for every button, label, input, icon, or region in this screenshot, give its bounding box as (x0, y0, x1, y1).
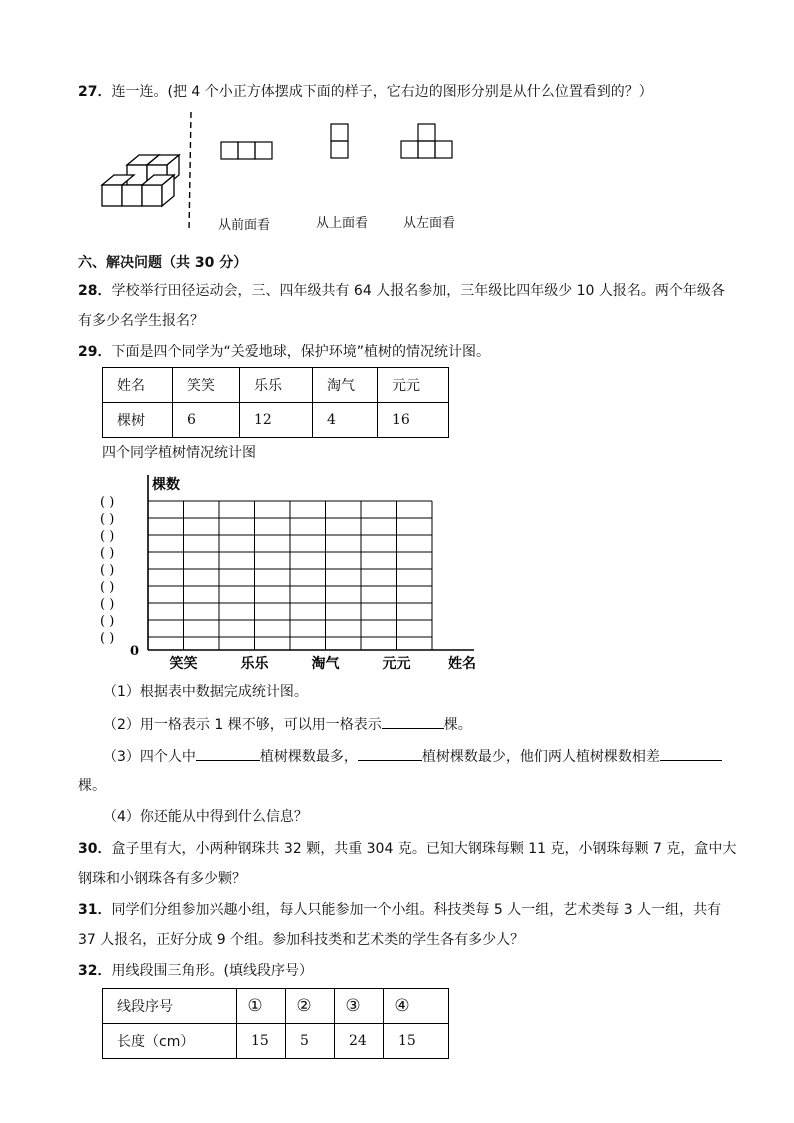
table-row (103, 368, 449, 403)
left-view-shape (401, 124, 452, 158)
q29-sub1: （1）根据表中数据完成统计图。 (103, 684, 308, 700)
y-tick-label: ( ) (100, 512, 115, 527)
q32-text (78, 961, 313, 981)
table-cell: 元元 (378, 368, 449, 403)
q29-table (102, 367, 449, 438)
section-title: 六、解决问题（共 30 分） (78, 255, 248, 271)
segment-id: ③ (345, 995, 361, 1016)
answer-blank[interactable] (382, 714, 444, 729)
table-row (103, 1024, 449, 1059)
segment-id: ② (296, 995, 312, 1016)
y-tick-label: ( ) (100, 631, 115, 646)
table-row (103, 403, 449, 438)
y-tick-label: ( ) (100, 546, 115, 561)
table-header-cell: 线段序号 (103, 989, 237, 1024)
q31-line1 (78, 900, 721, 920)
table-cell: 12 (240, 403, 313, 438)
table-cell: 淘气 (313, 368, 378, 403)
cube-stack-image (102, 155, 179, 206)
q29-sub2-unit: 棵。 (443, 717, 472, 733)
q29-sub3 (103, 746, 722, 767)
table-header-cell: 长度（cm） (103, 1024, 237, 1059)
q28-number: 28． (78, 283, 112, 299)
y-tick-label: ( ) (100, 580, 115, 595)
q29-sub2 (103, 714, 472, 735)
q29-number: 29． (78, 344, 112, 360)
x-category-label: 淘气 (311, 656, 340, 672)
x-axis-label: 姓名 (448, 656, 476, 672)
q29-body: 下面是四个同学为“关爱地球，保护环境”植树的情况统计图。 (111, 344, 490, 360)
table-cell: 15 (237, 1024, 286, 1059)
q28-line2: 有多少名学生报名？ (78, 313, 204, 329)
table-cell (335, 989, 384, 1024)
x-category-label: 乐乐 (240, 656, 269, 672)
label-front-view: 从前面看 (218, 218, 271, 233)
q31-number: 31． (78, 902, 112, 918)
answer-blank[interactable] (358, 746, 422, 761)
y-tick-label: ( ) (100, 495, 115, 510)
q29-sub3-text-c: 植树棵数最少，他们两人植树棵数相差 (421, 749, 660, 765)
q27-number: 27． (78, 84, 112, 100)
q30-line2: 钢珠和小钢珠各有多少颗？ (78, 871, 246, 887)
dashed-divider (189, 112, 191, 232)
y-tick-label: ( ) (100, 529, 115, 544)
front-view-shape (221, 142, 272, 159)
q29-sub2-text: （2）用一格表示 1 棵不够，可以用一格表示 (103, 717, 382, 733)
q30-body: 盒子里有大，小两种钢珠共 32 颗，共重 304 克。已知大钢珠每颗 11 克，小钢珠每颗 7 克，盒中大 (111, 841, 737, 857)
table-cell: 5 (286, 1024, 335, 1059)
label-left-view: 从左面看 (403, 216, 456, 231)
answer-blank[interactable] (660, 746, 722, 761)
table-cell: 6 (173, 403, 240, 438)
table-cell: 笑笑 (173, 368, 240, 403)
q29-sub3-text-b: 植树棵数最多， (259, 749, 358, 765)
table-cell: 15 (384, 1024, 449, 1059)
q27-body: 连一连。(把 4 个小正方体摆成下面的样子，它右边的图形分别是从什么位置看到的？） (111, 84, 653, 100)
table-cell (384, 989, 449, 1024)
q32-table (102, 988, 449, 1059)
chart-title: 四个同学植树情况统计图 (102, 445, 256, 461)
answer-blank[interactable] (196, 746, 260, 761)
q32-body: 用线段围三角形。(填线段序号） (111, 963, 313, 979)
q32-number: 32． (78, 963, 112, 979)
top-view-shape (331, 124, 348, 158)
y-axis-label: 棵数 (152, 477, 180, 493)
q29-sub3-text-a: （3）四个人中 (103, 749, 196, 765)
q31-line2: 37 人报名，正好分成 9 个组。参加科技类和艺术类的学生各有多少人？ (78, 932, 525, 948)
q29-sub4: （4）你还能从中得到什么信息？ (103, 809, 308, 825)
y-tick-label: ( ) (100, 614, 115, 629)
x-category-label: 元元 (382, 656, 411, 672)
table-cell (237, 989, 286, 1024)
table-cell: 24 (335, 1024, 384, 1059)
q28-line1 (78, 281, 725, 301)
table-cell: 4 (313, 403, 378, 438)
q31-body: 同学们分组参加兴趣小组，每人只能参加一个小组。科技类每 5 人一组，艺术类每 3 人一组，共有 (111, 902, 722, 918)
y-tick-label: ( ) (100, 563, 115, 578)
y-tick-label: ( ) (100, 597, 115, 612)
table-cell: 16 (378, 403, 449, 438)
table-cell: 乐乐 (240, 368, 313, 403)
bar-chart (96, 470, 496, 679)
x-category-label: 笑笑 (169, 656, 198, 672)
q30-line1 (78, 839, 736, 859)
q30-number: 30． (78, 841, 112, 857)
table-cell (286, 989, 335, 1024)
label-top-view: 从上面看 (316, 216, 369, 231)
q27-text (78, 82, 653, 102)
q29-sub3-unit: 棵。 (78, 778, 106, 794)
table-header-cell: 棵树 (103, 403, 173, 438)
segment-id: ④ (394, 995, 410, 1016)
segment-id: ① (247, 995, 263, 1016)
q29-text (78, 342, 490, 362)
origin-label: 0 (130, 644, 140, 659)
q28-body: 学校举行田径运动会，三、四年级共有 64 人报名参加，三年级比四年级少 10 人报名。两个年级各 (111, 283, 725, 299)
table-row (103, 989, 449, 1024)
table-header-cell: 姓名 (103, 368, 173, 403)
